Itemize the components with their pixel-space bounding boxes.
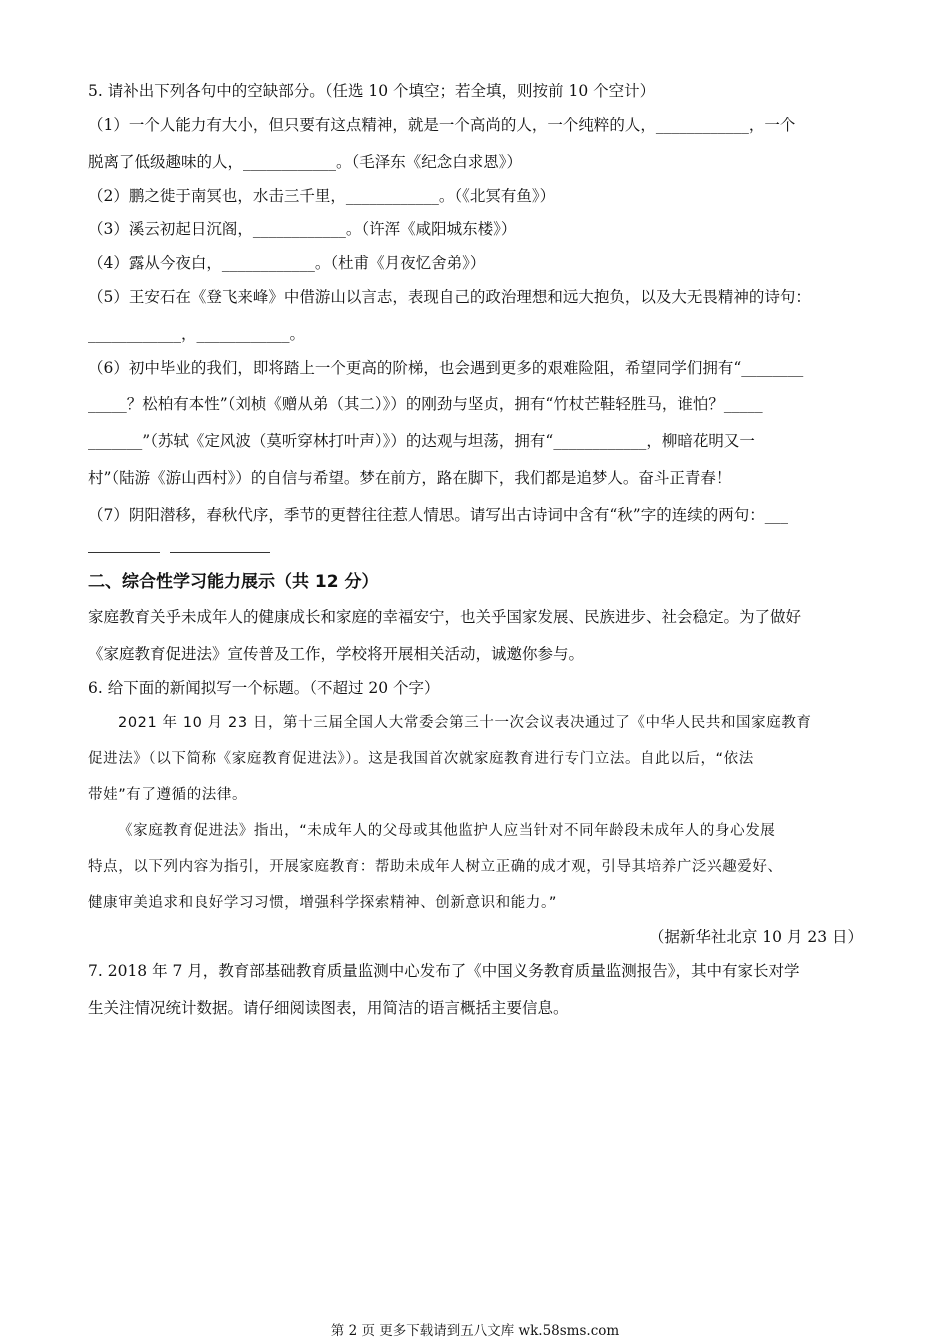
q7-line-b: 生关注情况统计数据。请仔细阅读图表，用简洁的语言概括主要信息。 bbox=[88, 999, 569, 1017]
q5-6-line-a: （6）初中毕业的我们，即将踏上一个更高的阶梯，也会遇到更多的艰难险阻，希望同学们拥有“________ bbox=[88, 359, 804, 377]
q5-6-line-c: _______”（苏轼《定风波（莫听穿林打叶声）》）的达观与坦荡，拥有“____________，柳暗花明又一 bbox=[88, 432, 755, 450]
page-footer: 第 2 页 更多下载请到五八文库 wk.58sms.com bbox=[330, 1323, 620, 1339]
answer-blank-line-2 bbox=[170, 552, 270, 553]
q5-7: （7）阴阳潜移，春秋代序，季节的更替往往惹人情思。请写出古诗词中含有“秋”字的连续的两句：___ bbox=[88, 506, 788, 524]
news-p2-line-a: 《家庭教育促进法》指出，“未成年人的父母或其他监护人应当针对不同年龄段未成年人的身心发展 bbox=[118, 823, 776, 839]
q5-1-line-b: 脱离了低级趣味的人，____________。（毛泽东《纪念白求恩》） bbox=[88, 153, 523, 171]
q5-3: （3）溪云初起日沉阁，____________。（许浑《咸阳城东楼》） bbox=[88, 220, 517, 238]
q5-2: （2）鹏之徙于南冥也，水击三千里，____________。（《北冥有鱼》） bbox=[88, 187, 556, 205]
q5-6-line-d: 村”（陆游《游山西村》）的自信与希望。梦在前方，路在脚下，我们都是追梦人。奋斗正青春！ bbox=[88, 469, 732, 487]
section2-intro-b: 《家庭教育促进法》宣传普及工作，学校将开展相关活动，诚邀你参与。 bbox=[88, 645, 585, 663]
q6-prompt: 6. 给下面的新闻拟写一个标题。（不超过 20 个字） bbox=[88, 679, 440, 697]
q5-4: （4）露从今夜白，____________。（杜甫《月夜忆舍弟》） bbox=[88, 254, 486, 272]
q5-5-line-a: （5）王安石在《登飞来峰》中借游山以言志，表现自己的政治理想和远大抱负，以及大无畏精神的诗句： bbox=[88, 288, 811, 306]
q5-6-line-b: _____？松柏有本性”（刘桢《赠从弟（其二）》）的刚劲与坚贞，拥有“竹杖芒鞋轻胜马，谁怕？_____ bbox=[88, 395, 763, 413]
section2-heading: 二、综合性学习能力展示（共 12 分） bbox=[88, 572, 379, 592]
news-p2-line-c: 健康审美追求和良好学习习惯，增强科学探索精神、创新意识和能力。” bbox=[88, 895, 557, 911]
answer-blank-line-1 bbox=[88, 552, 160, 553]
news-p1-line-b: 促进法》（以下简称《家庭教育促进法》）。这是我国首次就家庭教育进行专门立法。自此以后，“依法 bbox=[88, 751, 754, 767]
q5-1-line-a: （1）一个人能力有大小，但只要有这点精神，就是一个高尚的人，一个纯粹的人，____________，一个 bbox=[88, 116, 796, 134]
news-source: （据新华社北京 10 月 23 日） bbox=[648, 928, 863, 946]
news-p2-line-b: 特点，以下列内容为指引，开展家庭教育：帮助未成年人树立正确的成才观，引导其培养广泛兴趣爱好、 bbox=[88, 859, 783, 875]
section2-intro-a: 家庭教育关乎未成年人的健康成长和家庭的幸福安宁，也关乎国家发展、民族进步、社会稳定。为了做好 bbox=[88, 608, 802, 626]
news-p1-line-a: 2021 年 10 月 23 日，第十三届全国人大常委会第三十一次会议表决通过了《中华人民共和国家庭教育 bbox=[118, 715, 812, 731]
news-p1-line-c: 带娃”有了遵循的法律。 bbox=[88, 787, 248, 803]
q5-5-line-b: ____________，____________。 bbox=[88, 325, 306, 343]
q7-line-a: 7. 2018 年 7 月，教育部基础教育质量监测中心发布了《中国义务教育质量监测报告》，其中有家长对学 bbox=[88, 962, 800, 980]
q5-intro: 5. 请补出下列各句中的空缺部分。（任选 10 个填空；若全填，则按前 10 个空计） bbox=[88, 82, 656, 100]
